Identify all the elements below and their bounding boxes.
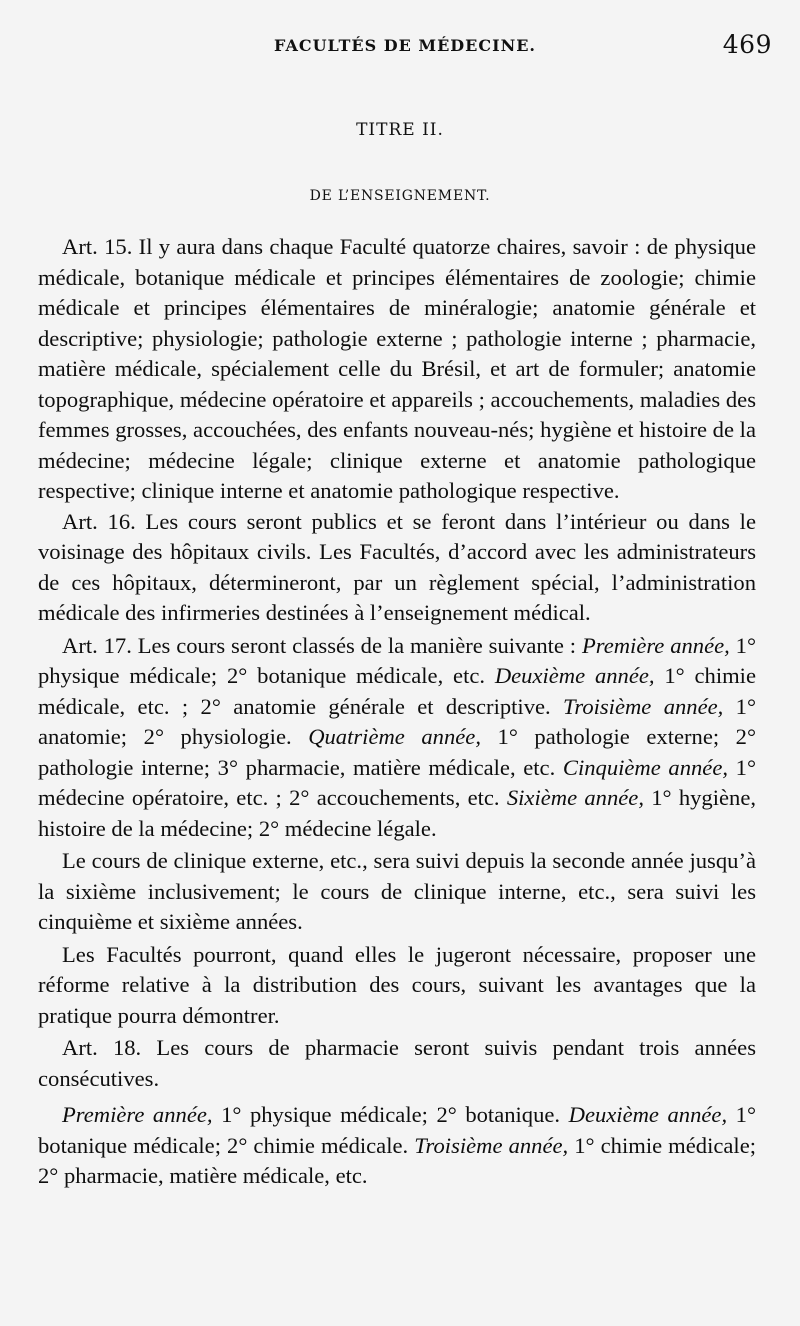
- page-body: [38, 232, 756, 1192]
- article-17-text: 1° chimie médicale, etc. ; 2° anatomie générale et descriptive.: [38, 663, 756, 719]
- article-17-text: Art. 17. Les cours seront classés de la manière suivante :: [62, 632, 582, 658]
- page-number: 469: [722, 30, 772, 59]
- year-label: Quatrième année,: [308, 724, 481, 749]
- year-label: Sixième année,: [506, 785, 644, 810]
- running-title: FACULTÉS DE MÉDECINE.: [274, 36, 536, 55]
- year-label: Deuxième année,: [494, 663, 655, 688]
- reforme-paragraph: Les Facultés pourront, quand elles le jugeront nécessaire, proposer une réforme relative à la distribution des cours, suivant les avantages que la pratique pourra démontrer.: [38, 941, 756, 1028]
- page-header: [38, 32, 772, 68]
- year-label: Première année,: [62, 1102, 213, 1127]
- section-title: TITRE II.: [356, 120, 444, 140]
- pharmacie-text: 1° physique médicale; 2° botanique.: [212, 1102, 569, 1127]
- year-label: Cinquième année,: [562, 754, 729, 780]
- article-15: Art. 15. Il y aura dans chaque Faculté quatorze chaires, savoir : de physique médicale, botanique médicale et principes élémentaires de zoologie; chimie médicale et principes élémentaires de minéralogie; anatomie générale et descriptive; physiologie; pathologie externe ; pathologie interne ; pharmacie, matière médicale, spécialement celle du Brésil, et art de formuler; anatomie topographique, médecine opératoire et appareils ; accouchements, maladies des femmes grosses, accouchées, des enfants nouveau-nés; hygiène et histoire de la médecine; médecine légale; clinique externe et anatomie pathologique respective; clinique interne et anatomie pathologique respective.: [38, 234, 756, 503]
- pharmacie-text: 1° botanique médicale; 2° chimie médicale.: [38, 1102, 756, 1158]
- pharmacie-text: 1° chimie médicale; 2° pharmacie, matière médicale, etc.: [38, 1132, 757, 1188]
- article-17-text: 1° médecine opératoire, etc. ; 2° accouchements, etc.: [38, 754, 756, 810]
- clinique-paragraph: Le cours de clinique externe, etc., sera suivi depuis la seconde année jusqu’à la sixième inclusivement; le cours de clinique interne, etc., sera suivi les cinquième et sixième années.: [38, 848, 756, 934]
- article-17-text: 1° physique médicale; 2° botanique médicale, etc.: [38, 632, 756, 688]
- pharmacie-years: [38, 1100, 756, 1192]
- article-17-text: 1° pathologie externe; 2° pathologie interne; 3° pharmacie, matière médicale, etc.: [38, 724, 757, 780]
- section-subtitle: DE L’ENSEIGNEMENT.: [309, 188, 491, 204]
- article-16: Art. 16. Les cours seront publics et se feront dans l’intérieur ou dans le voisinage des hôpitaux civils. Les Facultés, d’accord avec les administrateurs de ces hôpitaux, détermineront, par un règlement spécial, l’administration médicale des infirmeries destinées à l’enseignement médical.: [38, 508, 756, 625]
- year-label: Troisième année,: [563, 693, 724, 719]
- article-17-text: 1° anatomie; 2° physiologie.: [38, 693, 756, 749]
- year-label: Deuxième année,: [568, 1102, 728, 1127]
- year-label: Troisième année,: [414, 1132, 569, 1158]
- article-18: Art. 18. Les cours de pharmacie seront suivis pendant trois années consécutives.: [38, 1035, 756, 1091]
- article-17: [38, 631, 756, 845]
- year-label: Première année,: [581, 632, 730, 658]
- article-17-text: 1° hygiène, histoire de la médecine; 2° médecine légale.: [38, 785, 757, 841]
